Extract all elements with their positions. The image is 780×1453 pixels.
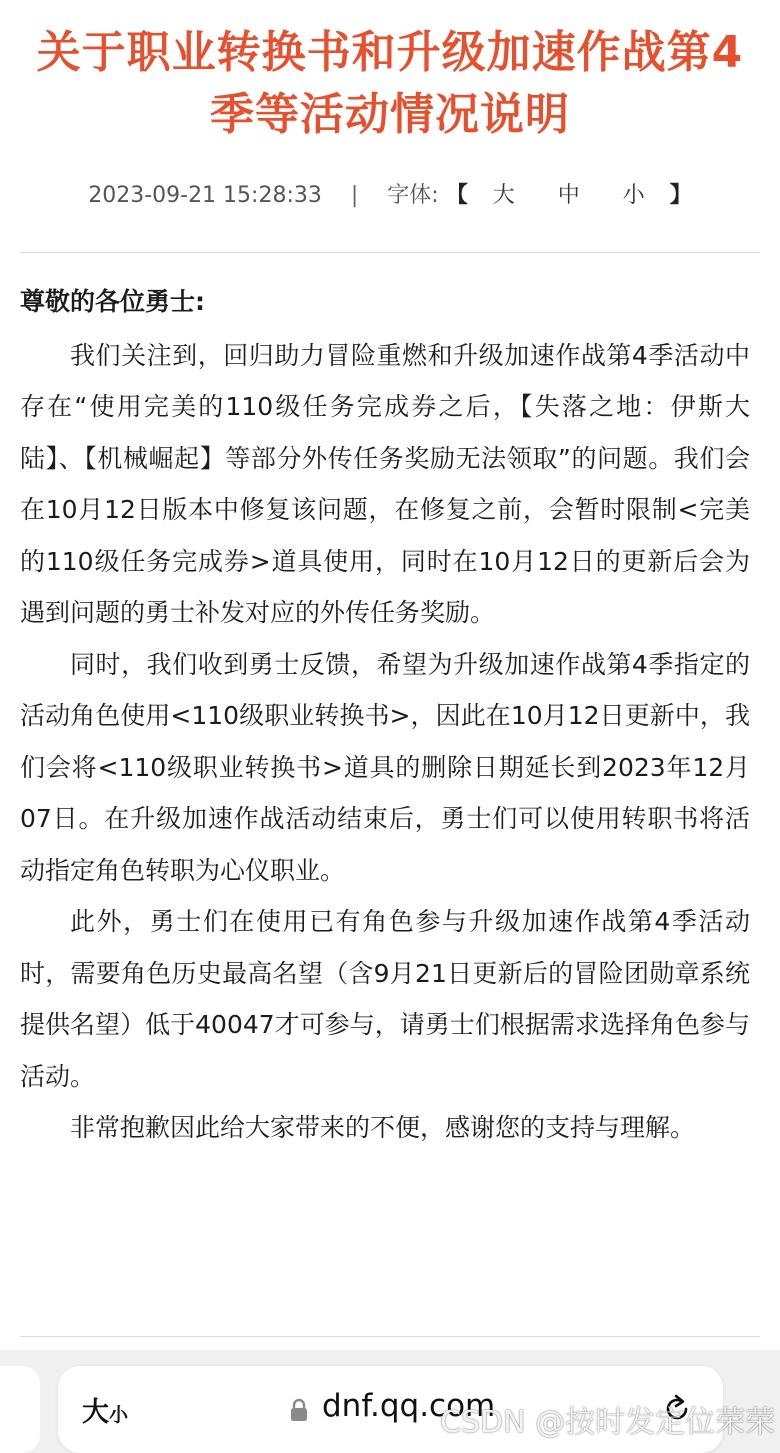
paragraph-4: 非常抱歉因此给大家带来的不便，感谢您的支持与理解。 [70, 1113, 696, 1142]
top-divider [20, 252, 760, 253]
publish-datetime: 2023-09-21 15:28:33 [88, 183, 322, 208]
watermark: CSDN @按时发定位荣荣 [440, 1405, 776, 1440]
font-size-large-button[interactable]: 大 [492, 183, 515, 208]
text-size-small-label: 小 [109, 1404, 129, 1426]
font-size-medium-button[interactable]: 中 [557, 183, 580, 208]
previous-tab[interactable] [0, 1366, 40, 1453]
paragraph-1: 我们关注到，回归助力冒险重燃和升级加速作战第4季活动中存在“使用完美的110级任务完成券之后，【失落之地：伊斯大陆】、【机械崛起】等部分外传任务奖励无法领取”的问题。我们会在10月12日版本中修复该问题，在修复之前，会暂时限制<完美的110级任务完成券>道具使用，同时在10月12日的更新后会为遇到问题的勇士补发对应的外传任务奖励。 [20, 340, 750, 627]
article-title: 关于职业转换书和升级加速作战第4季等活动情况说明 [36, 27, 744, 140]
bottom-divider [20, 1336, 760, 1337]
text-size-button[interactable] [82, 1390, 128, 1429]
font-size-small-button[interactable]: 小 [622, 183, 645, 208]
bracket-close: 】 [669, 183, 692, 208]
paragraph-3: 此外，勇士们在使用已有角色参与升级加速作战第4季活动时，需要角色历史最高名望（含9月21日更新后的冒险团勋章系统提供名望）低于40047才可参与，请勇士们根据需求选择角色参与活动。 [20, 907, 750, 1091]
lock-icon [290, 1398, 308, 1422]
text-size-big-label: 大 [82, 1397, 109, 1428]
font-size-label: 字体: [387, 183, 439, 208]
article-body [20, 276, 750, 1154]
meta-separator: | [350, 183, 359, 208]
url-text: dnf.qq.com [322, 1388, 496, 1424]
bracket-open: 【 [445, 183, 468, 208]
paragraph-2: 同时，我们收到勇士反馈，希望为升级加速作战第4季指定的活动角色使用<110级职业转换书>，因此在10月12日更新中，我们会将<110级职业转换书>道具的删除日期延长到2023年12月07日。在升级加速作战活动结束后，勇士们可以使用转职书将活动指定角色转职为心仪职业。 [20, 649, 750, 885]
article-meta [0, 178, 780, 214]
greeting: 尊敬的各位勇士: [20, 287, 205, 316]
